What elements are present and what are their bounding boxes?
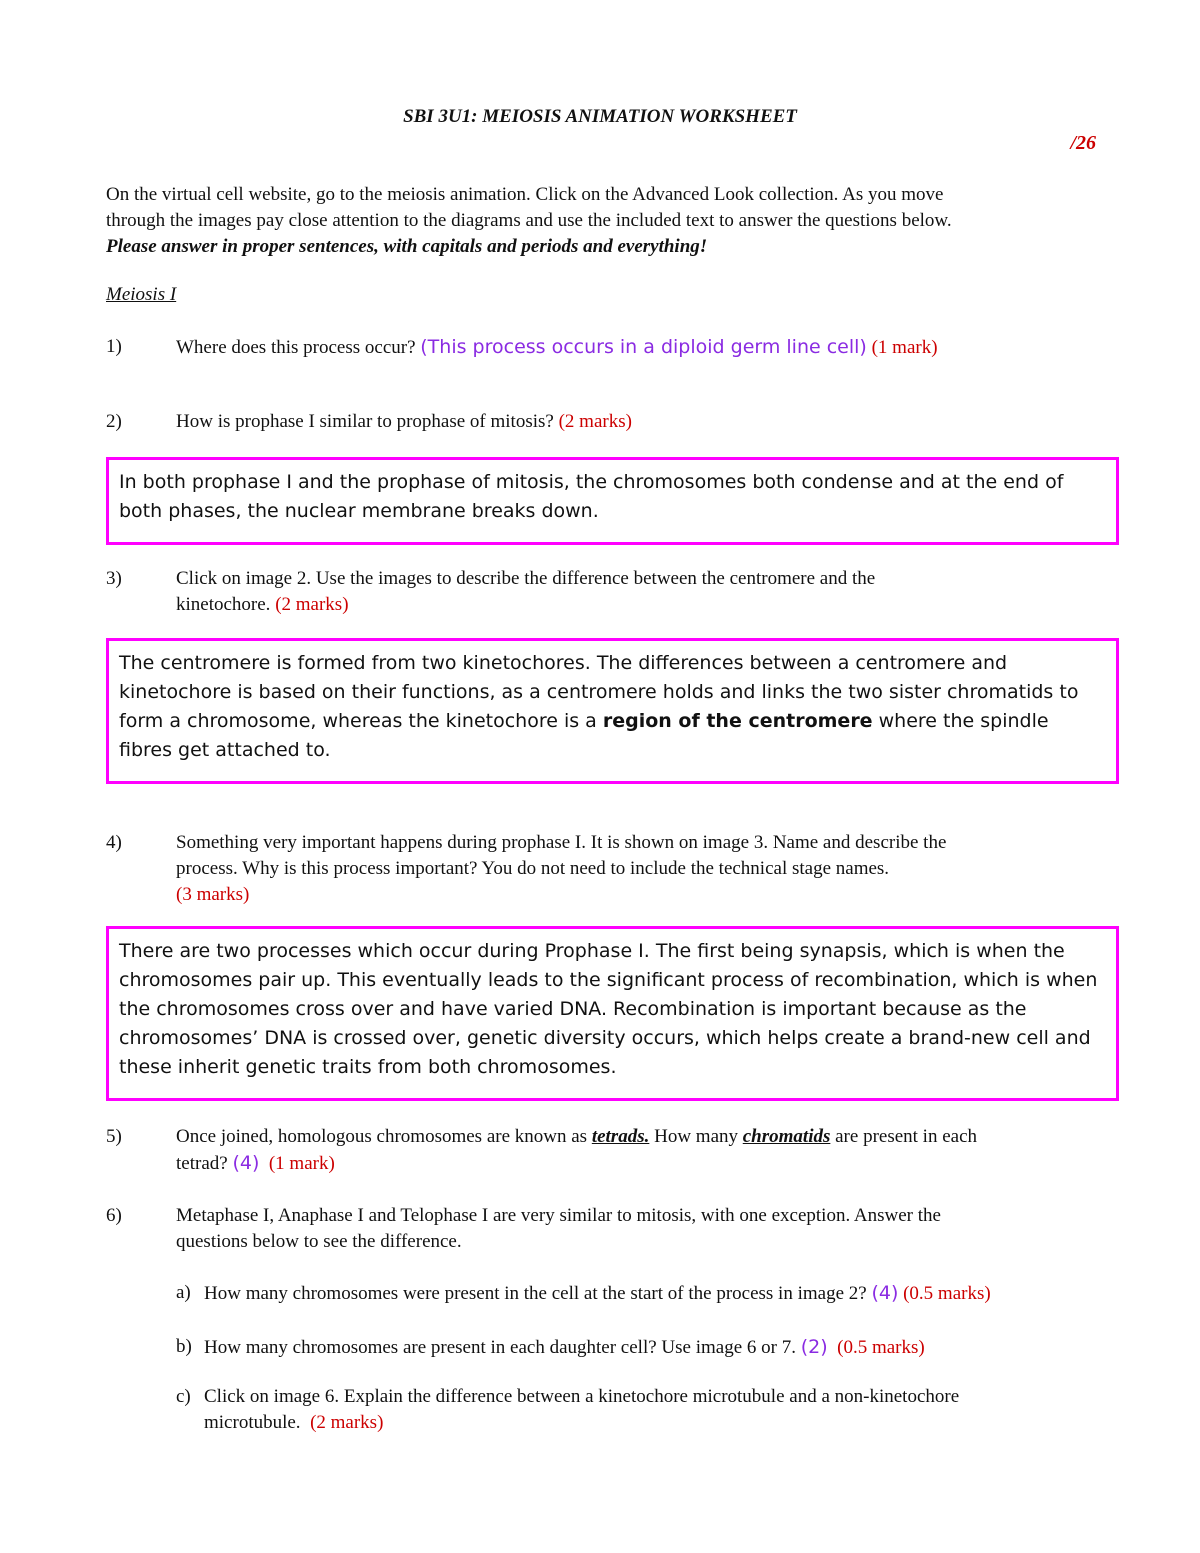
q4-marks: (3 marks): [176, 884, 250, 905]
q5-text-b: How many: [649, 1126, 743, 1147]
q2-text: How is prophase I similar to prophase of mitosis?: [176, 411, 559, 432]
question-5: [176, 1124, 1096, 1177]
q6b-text: How many chromosomes are present in each daughter cell? Use image 6 or 7.: [204, 1337, 801, 1358]
q3-number: 3): [106, 568, 122, 589]
q6a-answer: (4): [871, 1282, 899, 1304]
q6-line-1: Metaphase I, Anaphase I and Telophase I are very similar to mitosis, with one exception. Answer the: [176, 1205, 941, 1226]
worksheet-title: SBI 3U1: MEIOSIS ANIMATION WORKSHEET: [403, 106, 797, 127]
question-6: [176, 1203, 1096, 1255]
q6b-question: [204, 1334, 1104, 1361]
q3-line-1: Click on image 2. Use the images to describe the difference between the centromere and the: [176, 568, 876, 589]
intro-line-2: through the images pay close attention to the diagrams and use the included text to answer the questions below.: [106, 210, 952, 231]
q5-term-chromatids: chromatids: [742, 1126, 831, 1147]
q6a-label: a): [176, 1282, 191, 1303]
q4-answer-text: There are two processes which occur during Prophase I. The first being synapsis, which is when the chromosomes pair up. This eventually leads to the significant process of recombination, which is when the chromosomes cross over and have varied DNA. Recombination is important because as the chromosomes’ DNA is crossed over, genetic diversity occurs, which helps create a brand-new cell and these inherit genetic traits from both chromosomes.: [119, 940, 1098, 1078]
q1-marks: (1 mark): [871, 337, 938, 358]
question-3: [176, 566, 1096, 618]
q4-number: 4): [106, 832, 122, 853]
q1-number: 1): [106, 336, 122, 357]
q2-answer-box: [106, 457, 1119, 545]
q5-text-a: Once joined, homologous chromosomes are known as: [176, 1126, 592, 1147]
intro-line-1: On the virtual cell website, go to the meiosis animation. Click on the Advanced Look collection. As you move: [106, 184, 944, 205]
q6c-label: c): [176, 1386, 191, 1407]
question-2: [176, 409, 1096, 435]
q5-answer: (4): [232, 1152, 260, 1174]
q3-marks: (2 marks): [275, 594, 349, 615]
q4-line-2: process. Why is this process important? You do not need to include the technical stage names.: [176, 858, 890, 879]
q6c-line-1: Click on image 6. Explain the difference between a kinetochore microtubule and a non-kinetochore: [204, 1386, 960, 1407]
q6c-line-2: [204, 1410, 1104, 1436]
q6-number: 6): [106, 1205, 122, 1226]
q4-line-1: Something very important happens during prophase I. It is shown on image 3. Name and describe the: [176, 832, 947, 853]
q6a-text: How many chromosomes were present in the cell at the start of the process in image 2?: [204, 1283, 872, 1304]
q4-answer-box: [106, 926, 1119, 1101]
q1-text: Where does this process occur?: [176, 337, 421, 358]
q3-line-2: [176, 592, 1096, 618]
q6b-marks: (0.5 marks): [837, 1337, 925, 1358]
q6-line-2: questions below to see the difference.: [176, 1231, 462, 1252]
q5-text-c: are present in each: [830, 1126, 978, 1147]
q3-answer-part-1: The centromere is formed from two kinetochores. The differences between a centromere and kinetochore is based on their functions, as a centromere holds and links the two sister chromatids to form a chromosome, whereas the kinetochore is a: [119, 652, 1079, 732]
q6c-marks: (2 marks): [310, 1412, 384, 1433]
q5-line-1: [176, 1124, 1096, 1150]
q3-answer-bold: region of the centromere: [602, 710, 873, 732]
section-heading: Meiosis I: [106, 284, 177, 305]
q6a-question: [204, 1280, 1104, 1307]
q5-number: 5): [106, 1126, 122, 1147]
q5-marks: (1 mark): [268, 1153, 335, 1174]
q3-line-2-text: kinetochore.: [176, 594, 276, 615]
q6c-question: [204, 1384, 1104, 1436]
q2-number: 2): [106, 411, 122, 432]
q5-line-2: [176, 1150, 1096, 1177]
total-score: /26: [1070, 132, 1096, 154]
intro-emphasis: Please answer in proper sentences, with capitals and periods and everything!: [106, 236, 708, 257]
question-4: [176, 830, 1096, 908]
q6b-label: b): [176, 1336, 192, 1357]
q6c-line-2-text: microtubule.: [204, 1412, 306, 1433]
q3-answer-text: [119, 649, 1106, 765]
q2-answer-text: In both prophase I and the prophase of mitosis, the chromosomes both condense and at the end of both phases, the nuclear membrane breaks down.: [119, 471, 1064, 522]
q5-term-tetrads: tetrads.: [591, 1126, 650, 1147]
q5-text-d: tetrad?: [176, 1153, 233, 1174]
q1-answer: (This process occurs in a diploid germ line cell): [420, 336, 867, 358]
q3-answer-box: [106, 638, 1119, 784]
q3-answer-part-2: where the spindle fibres get attached to.: [119, 710, 1049, 761]
intro-paragraph: [106, 182, 1096, 260]
q6a-marks: (0.5 marks): [903, 1283, 991, 1304]
q6b-answer: (2): [800, 1336, 828, 1358]
q2-marks: (2 marks): [558, 411, 632, 432]
question-1: [176, 334, 1096, 361]
